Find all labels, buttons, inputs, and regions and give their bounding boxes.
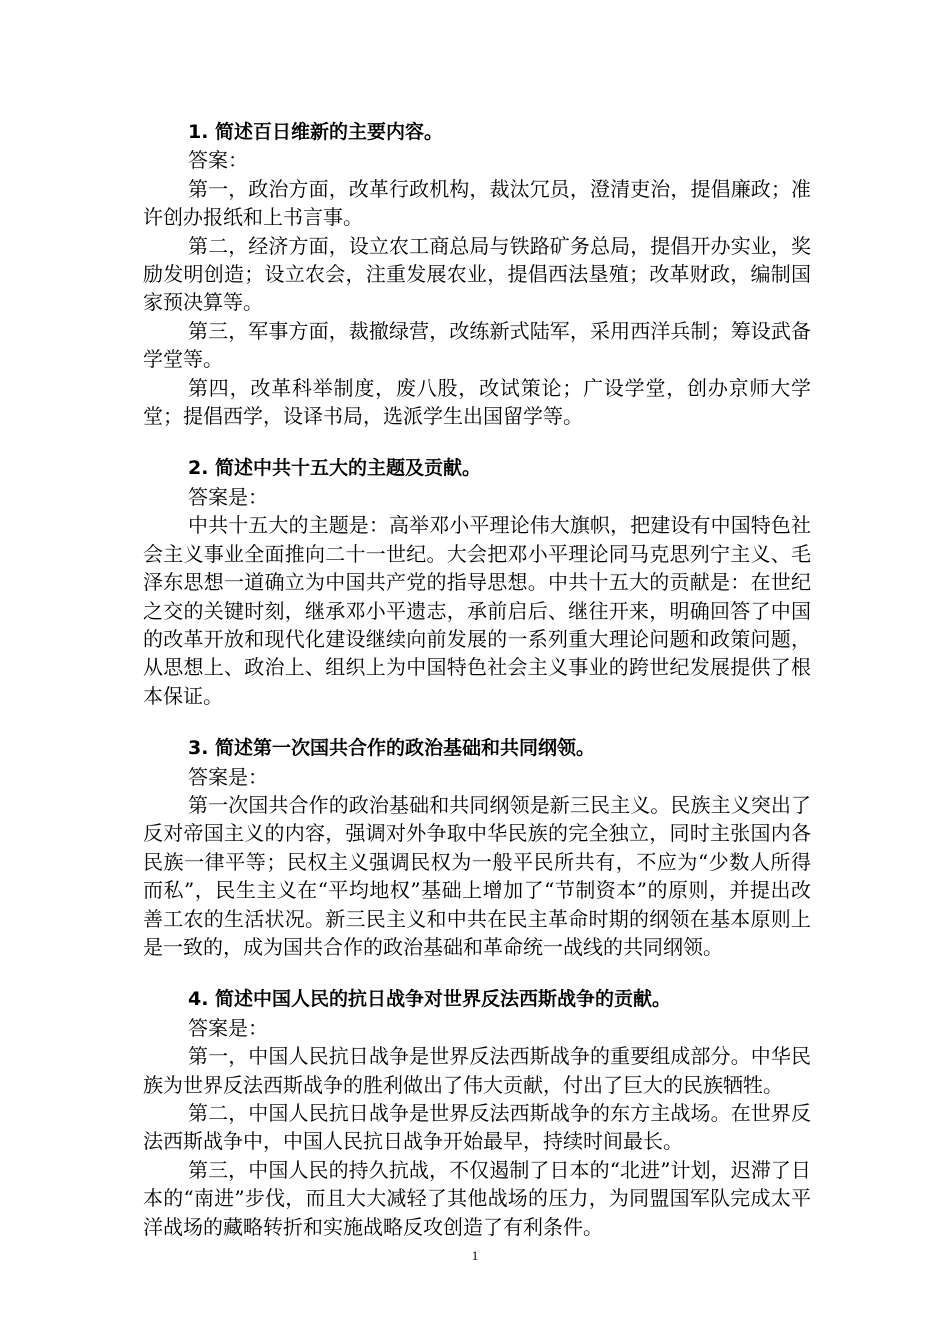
answer-label: 答案： <box>188 148 248 173</box>
question-section-2 <box>143 454 811 710</box>
document-body <box>143 118 811 1265</box>
question-title: 4. 简述中国人民的抗日战争对世界反法西斯战争的贡献。 <box>188 988 672 1011</box>
answer-paragraph: 第一次国共合作的政治基础和共同纲领是新三民主义。民族主义突出了反对帝国主义的内容，强调对外争取中华民族的完全独立，同时主张国内各民族一律平等；民权主义强调民权为一般平民所共有，不应为“少数人所得而私”，民生主义在“平均地权”基础上增加了“节制资本”的原则，并提出改善工农的生活状况。新三民主义和中共在民主革命时期的纲领在基本原则上是一致的，成为国共合作的政治基础和革命统一战线的共同纲领。 <box>143 792 811 959</box>
question-section-4 <box>143 985 811 1241</box>
answer-paragraph: 第四，改革科举制度，废八股，改试策论；广设学堂，创办京师大学堂；提倡西学，设译书局，选派学生出国留学等。 <box>143 375 811 429</box>
answer-paragraph: 中共十五大的主题是：高举邓小平理论伟大旗帜，把建设有中国特色社会主义事业全面推向二十一世纪。大会把邓小平理论同马克思列宁主义、毛泽东思想一道确立为中国共产党的指导思想。中共十五大的贡献是：在世纪之交的关键时刻，继承邓小平遗志，承前启后、继往开来，明确回答了中国的改革开放和现代化建设继续向前发展的一系列重大理论问题和政策问题，从思想上、政治上、组织上为中国特色社会主义事业的跨世纪发展提供了根本保证。 <box>143 513 811 708</box>
answer-label: 答案是： <box>188 1015 268 1040</box>
question-title: 2. 简述中共十五大的主题及贡献。 <box>188 457 482 480</box>
answer-label: 答案是： <box>188 764 268 789</box>
answer-paragraph: 第二，经济方面，设立农工商总局与铁路矿务总局，提倡开办实业，奖励发明创造；设立农会，注重发展农业，提倡西法垦殖；改革财政，编制国家预决算等。 <box>143 233 811 315</box>
answer-paragraph: 第二，中国人民抗日战争是世界反法西斯战争的东方主战场。在世界反法西斯战争中，中国人民抗日战争开始最早，持续时间最长。 <box>143 1101 811 1154</box>
answer-paragraph: 第三，中国人民的持久抗战，不仅遏制了日本的“北进”计划，迟滞了日本的“南进”步伐，而且大大减轻了其他战场的压力，为同盟国军队完成太平洋战场的藏略转折和实施战略反攻创造了有利条件。 <box>143 1157 811 1239</box>
question-section-3 <box>143 734 811 961</box>
answer-paragraph: 第一，中国人民抗日战争是世界反法西斯战争的重要组成部分。中华民族为世界反法西斯战争的胜利做出了伟大贡献，付出了巨大的民族牺牲。 <box>143 1044 811 1097</box>
question-title: 1. 简述百日维新的主要内容。 <box>188 121 444 143</box>
question-title: 3. 简述第一次国共合作的政治基础和共同纲领。 <box>188 737 596 760</box>
answer-paragraph: 第一，政治方面，改革行政机构，裁汰冗员，澄清吏治，提倡廉政；准许创办报纸和上书言事。 <box>143 176 811 230</box>
answer-label: 答案是： <box>188 484 268 509</box>
page-number: 1 <box>471 1248 479 1263</box>
answer-paragraph: 第三，军事方面，裁撤绿营，改练新式陆军，采用西洋兵制；筹设武备学堂等。 <box>143 318 811 372</box>
question-section-1 <box>143 118 811 430</box>
